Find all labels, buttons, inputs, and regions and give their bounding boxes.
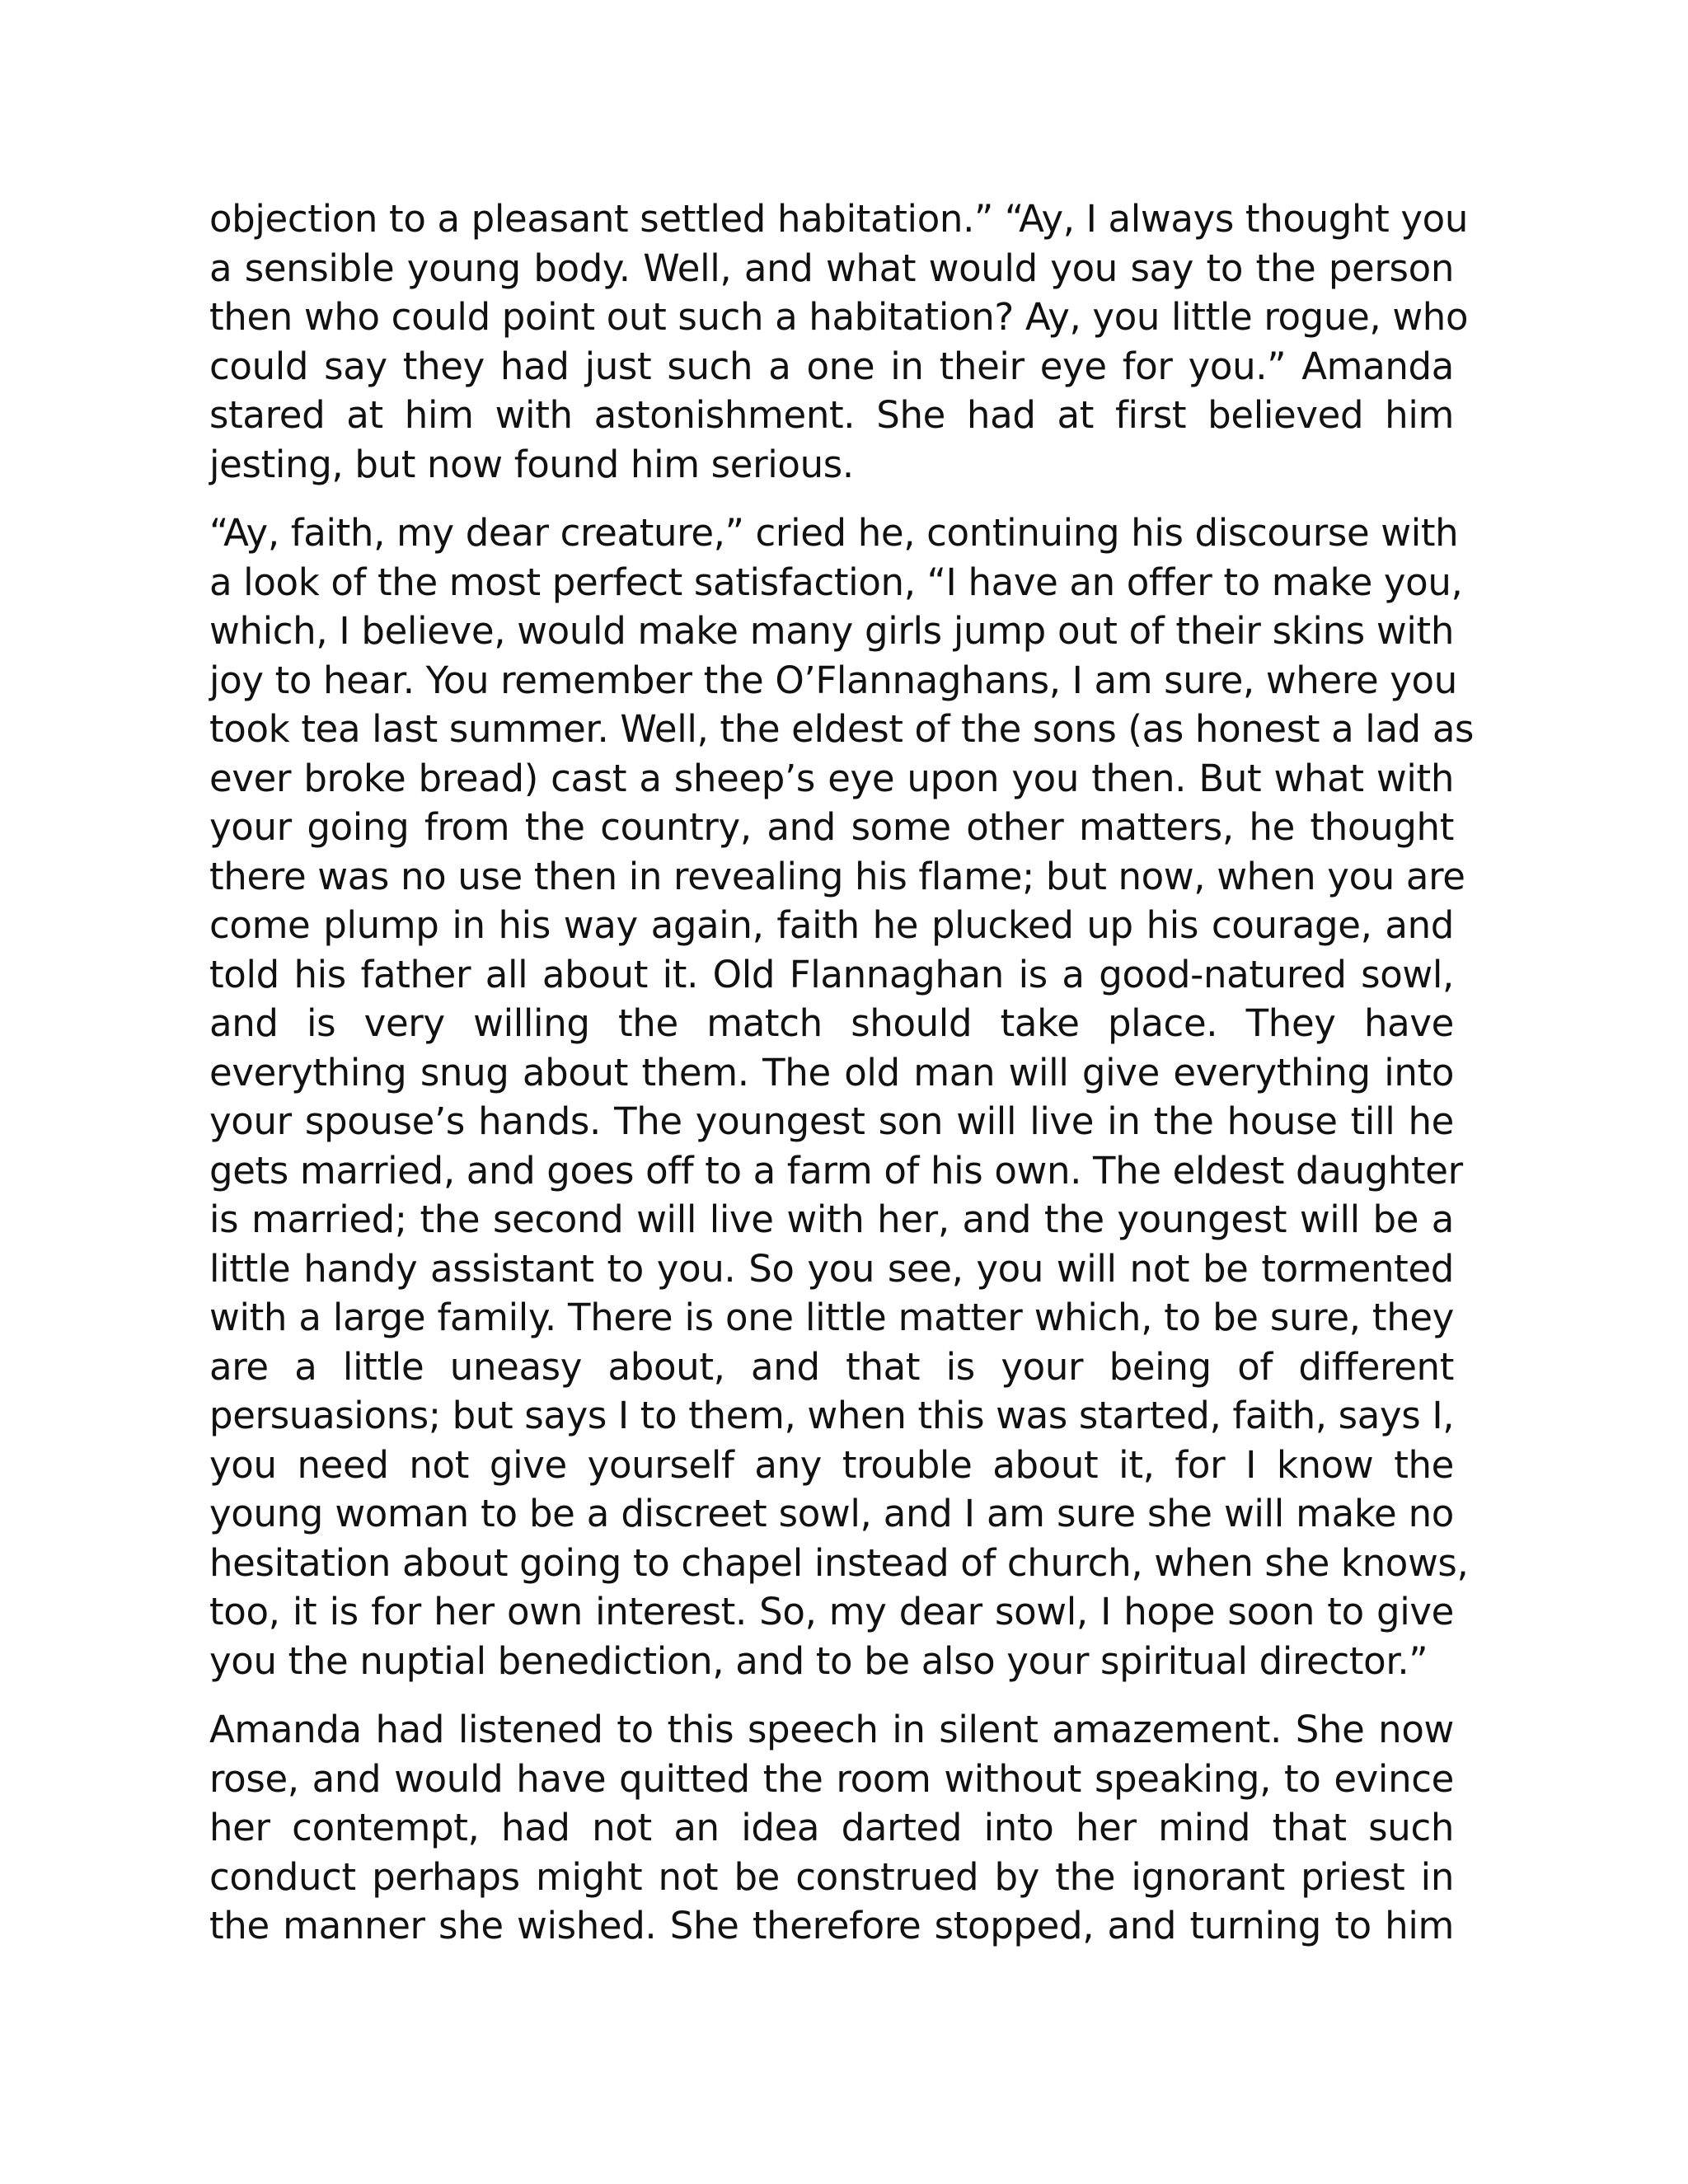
text-line: you need not give yourself any trouble about it, for I know the xyxy=(209,1442,1454,1487)
text-line: and is very willing the match should take place. They have xyxy=(209,1001,1454,1045)
text-line: rose, and would have quitted the room without speaking, to evince xyxy=(209,1756,1454,1801)
text-line: stared at him with astonishment. She had at first believed him xyxy=(209,393,1454,437)
text-line: then who could point out such a habitation? Ay, you little rogue, who xyxy=(209,295,1469,339)
text-line: a look of the most perfect satisfaction, “I have an offer to make you, xyxy=(209,560,1463,604)
text-line: too, it is for her own interest. So, my dear sowl, I hope soon to give xyxy=(209,1590,1454,1633)
text-line: “Ay, faith, my dear creature,” cried he, continuing his discourse with xyxy=(209,511,1459,555)
text-line: took tea last summer. Well, the eldest of the sons (as honest a lad as xyxy=(209,707,1475,751)
text-line: there was no use then in revealing his flame; but now, when you are xyxy=(209,854,1465,898)
paragraph-1 xyxy=(209,194,1469,489)
text-line: persuasions; but says I to them, when this was started, faith, says I, xyxy=(209,1394,1455,1437)
text-line: conduct perhaps might not be construed by the ignorant priest in xyxy=(209,1854,1454,1899)
text-line: which, I believe, would make many girls jump out of their skins with xyxy=(209,609,1454,653)
text-line: young woman to be a discreet sowl, and I am sure she will make no xyxy=(209,1492,1454,1535)
paragraph-2 xyxy=(209,509,1475,1685)
text-line: gets married, and goes off to a farm of his own. The eldest daughter xyxy=(209,1148,1463,1193)
text-line: come plump in his way again, faith he plucked up his courage, and xyxy=(209,903,1454,947)
text-line: told his father all about it. Old Flannaghan is a good-natured sowl, xyxy=(209,952,1454,996)
document-page xyxy=(209,194,1475,1971)
text-line: little handy assistant to you. So you see, you will not be tormented xyxy=(209,1246,1454,1291)
text-line: objection to a pleasant settled habitation.” “Ay, I always thought you xyxy=(209,197,1469,241)
text-line: everything snug about them. The old man will give everything into xyxy=(209,1050,1454,1094)
text-line: are a little uneasy about, and that is your being of different xyxy=(209,1344,1454,1389)
text-line: her contempt, had not an idea darted into her mind that such xyxy=(209,1806,1454,1849)
text-line: is married; the second will live with her, and the youngest will be a xyxy=(209,1197,1454,1241)
text-line: hesitation about going to chapel instead of church, when she knows, xyxy=(209,1540,1469,1585)
text-line: your going from the country, and some other matters, he thought xyxy=(209,805,1454,849)
text-line: could say they had just such a one in their eye for you.” Amanda xyxy=(209,344,1454,388)
text-line: joy to hear. You remember the O’Flannaghans, I am sure, where you xyxy=(209,658,1457,702)
text-line: the manner she wished. She therefore stopped, and turning to him xyxy=(209,1904,1454,1947)
text-line: with a large family. There is one little matter which, to be sure, they xyxy=(209,1296,1454,1339)
text-line: a sensible young body. Well, and what would you say to the person xyxy=(209,246,1454,290)
text-line: ever broke bread) cast a sheep’s eye upon you then. But what with xyxy=(209,756,1454,800)
text-line: your spouse’s hands. The youngest son will live in the house till he xyxy=(209,1099,1454,1143)
text-line: you the nuptial benediction, and to be also your spiritual director.” xyxy=(209,1638,1428,1683)
text-line: jesting, but now found him serious. xyxy=(209,442,854,486)
text-line: Amanda had listened to this speech in silent amazement. She now xyxy=(209,1708,1454,1751)
paragraph-3 xyxy=(209,1705,1454,1951)
